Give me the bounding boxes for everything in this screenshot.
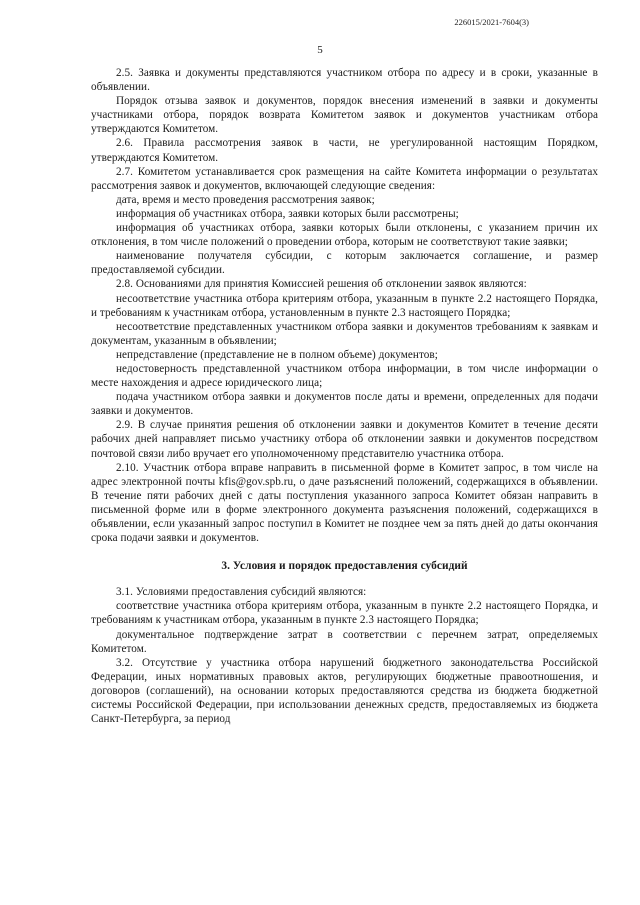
list-item-false-information: недостоверность представленной участником отбора информации, в том числе информации о месте нахождения и адресе юридического лица; xyxy=(91,362,598,390)
paragraph-2-6: 2.6. Правила рассмотрения заявок в части, не урегулированной настоящим Порядком, утверждаются Комитетом. xyxy=(91,137,598,164)
paragraph-2-9: 2.9. В случае принятия решения об отклонении заявки и документов Комитет в течение десяти рабочих дней направляет письмо участнику отбора об отклонении заявки и документов посредством почтовой связи либо вручает его уполномоченному представителю участника отбора. xyxy=(91,419,598,460)
page-number: 5 xyxy=(317,44,323,56)
list-item-documents-mismatch: несоответствие представленных участником отбора заявки и документов требованиям к заявкам и документам, указанным в объявлении; xyxy=(91,320,598,347)
paragraph-2-10: 2.10. Участник отбора вправе направить в письменной форме в Комитет запрос, в том числе на адрес электронной почты kfis@gov.spb.ru, о даче разъяснений положений, содержащихся в объявлении. В течение пяти рабочих дней с даты поступления указанного запроса Комитет обязан направить в письменной форме или в форме электронного документа разъяснения положений, содержащихся в объявлении, если указанный запрос поступил в Комитет не позднее чем за пять дней до даты окончания срока подачи заявки и документов. xyxy=(91,461,598,545)
list-item-recipient-name: наименование получателя субсидии, с которым заключается соглашение, и размер предоставляемой субсидии. xyxy=(91,250,598,277)
list-item-date-time-place: дата, время и место проведения рассмотрения заявок; xyxy=(116,193,375,206)
list-item-criteria-mismatch: несоответствие участника отбора критериям отбора, указанным в пункте 2.2 настоящего Порядка, и требованиям к участникам отбора, установленным в пункте 2.3 настоящего Порядка; xyxy=(91,292,598,319)
list-item-reviewed-participants: информация об участниках отбора, заявки которых были рассмотрены; xyxy=(116,207,459,220)
list-item-documents-missing: непредставление (представление не в полном объеме) документов; xyxy=(116,348,438,361)
document-body xyxy=(91,66,598,726)
document-number: 226015/2021-7604(3) xyxy=(454,17,529,27)
list-item-late-submission: подача участником отбора заявки и документов после даты и времени, определенных для подачи заявки и документов. xyxy=(91,391,598,418)
section-3-heading: 3. Условия и порядок предоставления субсидий xyxy=(221,560,468,573)
paragraph-2-5: 2.5. Заявка и документы представляются участником отбора по адресу и в сроки, указанные в объявлении. xyxy=(91,67,598,94)
paragraph-2-8: 2.8. Основаниями для принятия Комиссией решения об отклонении заявок являются: xyxy=(116,278,527,291)
paragraph-3-2: 3.2. Отсутствие у участника отбора нарушений бюджетного законодательства Российской Федерации, иных нормативных правовых актов, регулирующих бюджетные правоотношения, и договоров (соглашений), на основании которых предоставляются средства из бюджета бюджетной системы Российской Федерации, при использовании денежных средств, предоставляемых из бюджета Санкт-Петербурга, за период xyxy=(91,656,598,726)
list-item-criteria-compliance: соответствие участника отбора критериям отбора, указанным в пункте 2.2 настоящего Порядка, и требованиям к участникам отбора, указанным в пункте 2.3 настоящего Порядка; xyxy=(91,600,598,627)
paragraph-withdrawal-order: Порядок отзыва заявок и документов, порядок внесения изменений в заявки и документы участниками отбора, порядок возврата Комитетом заявок и документов участникам отбора утверждаются Комитетом. xyxy=(91,95,598,136)
paragraph-3-1: 3.1. Условиями предоставления субсидий являются: xyxy=(116,586,367,599)
list-item-expense-confirmation: документальное подтверждение затрат в соответствии с перечнем затрат, определяемых Комитетом. xyxy=(91,628,598,655)
paragraph-2-7: 2.7. Комитетом устанавливается срок размещения на сайте Комитета информации о результатах рассмотрения заявок и документов, включающей следующие сведения: xyxy=(91,165,598,192)
list-item-rejected-participants: информация об участниках отбора, заявки которых были отклонены, с указанием причин их отклонения, в том числе положений о проведении отбора, которым не соответствуют такие заявки; xyxy=(91,222,598,249)
